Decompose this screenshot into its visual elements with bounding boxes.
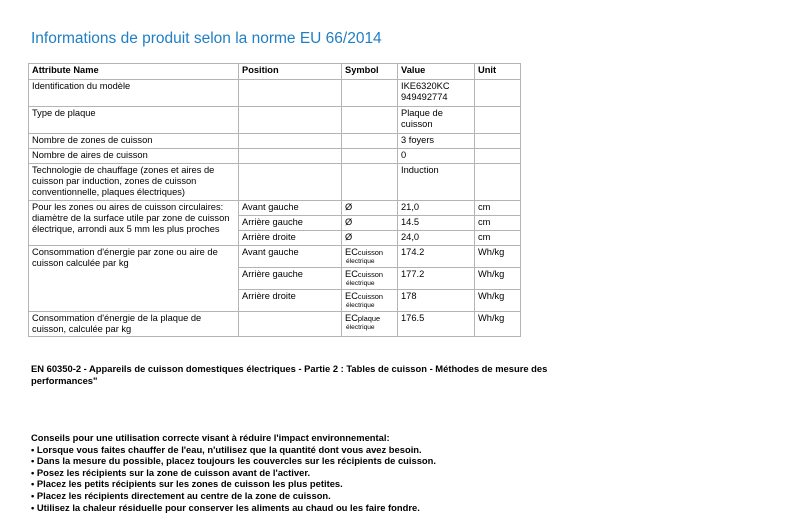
value-line: IKE6320KC: [401, 81, 450, 91]
row-attribute: Nombre de aires de cuisson: [29, 149, 239, 164]
row-value: 0: [398, 149, 475, 164]
table-row: [29, 107, 521, 134]
row-position: Avant gauche: [239, 246, 342, 268]
row-value: 178: [398, 290, 475, 312]
advice-item: • Placez les petits récipients sur les zones de cuisson les plus petites.: [31, 478, 343, 490]
row-unit: cm: [475, 201, 521, 216]
value-line: Plaque de: [401, 108, 443, 118]
table-row: [29, 134, 521, 149]
row-position: Arrière gauche: [239, 268, 342, 290]
table-row: [29, 164, 521, 201]
product-info-table: [28, 63, 521, 337]
table-row: [29, 149, 521, 164]
advice-item: • Posez les récipients sur la zone de cuisson avant de l'activer.: [31, 466, 311, 478]
table-row: [29, 201, 521, 216]
row-position: Arrière droite: [239, 290, 342, 312]
environmental-advice: [31, 432, 591, 513]
row-value: [398, 80, 475, 107]
row-position: Avant gauche: [239, 201, 342, 216]
row-symbol: Ø: [342, 231, 398, 246]
row-symbol: ECcuisson électrique: [342, 246, 398, 268]
row-value: [398, 107, 475, 134]
table-header-row: [29, 64, 521, 80]
row-value: 177.2: [398, 268, 475, 290]
row-symbol: ECplaque électrique: [342, 312, 398, 337]
row-unit: Wh/kg: [475, 290, 521, 312]
row-symbol: Ø: [342, 201, 398, 216]
row-unit: Wh/kg: [475, 246, 521, 268]
norm-reference: EN 60350-2 - Appareils de cuisson domestiques électriques - Partie 2 : Tables de cuisson - Méthodes de mesure des performances": [31, 363, 548, 386]
table-row: [29, 246, 521, 268]
row-symbol: ECcuisson électrique: [342, 290, 398, 312]
header-symbol: Symbol: [342, 64, 398, 80]
row-attribute: Pour les zones ou aires de cuisson circulaires: diamètre de la surface utile par zone de cuisson électrique, arrondi aux 5 mm les plus proches: [29, 201, 239, 246]
header-unit: Unit: [475, 64, 521, 80]
value-line: cuisson: [401, 119, 433, 129]
row-value: 174.2: [398, 246, 475, 268]
row-value: 3 foyers: [398, 134, 475, 149]
row-attribute: Identification du modèle: [29, 80, 239, 107]
table-row: [29, 312, 521, 337]
row-unit: Wh/kg: [475, 312, 521, 337]
header-value: Value: [398, 64, 475, 80]
value-line: 949492774: [401, 92, 448, 102]
row-value: 14.5: [398, 216, 475, 231]
row-position: Arrière gauche: [239, 216, 342, 231]
row-position: Arrière droite: [239, 231, 342, 246]
advice-item: • Dans la mesure du possible, placez toujours les couvercles sur les récipients de cuisson.: [31, 455, 436, 467]
header-position: Position: [239, 64, 342, 80]
row-attribute: Type de plaque: [29, 107, 239, 134]
advice-heading: Conseils pour une utilisation correcte visant à réduire l'impact environnemental:: [31, 432, 390, 443]
row-attribute: Technologie de chauffage (zones et aires de cuisson par induction, zones de cuisson conventionnelle, plaques électriques): [29, 164, 239, 201]
row-value: 21,0: [398, 201, 475, 216]
page-title: Informations de produit selon la norme EU 66/2014: [31, 30, 382, 47]
row-unit: cm: [475, 216, 521, 231]
row-attribute: Consommation d'énergie de la plaque de cuisson, calculée par kg: [29, 312, 239, 337]
row-attribute: Nombre de zones de cuisson: [29, 134, 239, 149]
row-unit: Wh/kg: [475, 268, 521, 290]
advice-item: • Utilisez la chaleur résiduelle pour conserver les aliments au chaud ou les faire fondre.: [31, 501, 420, 513]
table-row: [29, 80, 521, 107]
row-attribute: Consommation d'énergie par zone ou aire de cuisson calculée par kg: [29, 246, 239, 312]
row-value: 24,0: [398, 231, 475, 246]
advice-item: • Placez les récipients directement au centre de la zone de cuisson.: [31, 489, 331, 501]
row-symbol: ECcuisson électrique: [342, 268, 398, 290]
header-attribute-name: Attribute Name: [29, 64, 239, 80]
row-symbol: Ø: [342, 216, 398, 231]
advice-item: • Lorsque vous faites chauffer de l'eau, n'utilisez que la quantité dont vous avez besoin.: [31, 443, 422, 455]
row-value: Induction: [398, 164, 475, 201]
row-value: 176.5: [398, 312, 475, 337]
row-unit: cm: [475, 231, 521, 246]
